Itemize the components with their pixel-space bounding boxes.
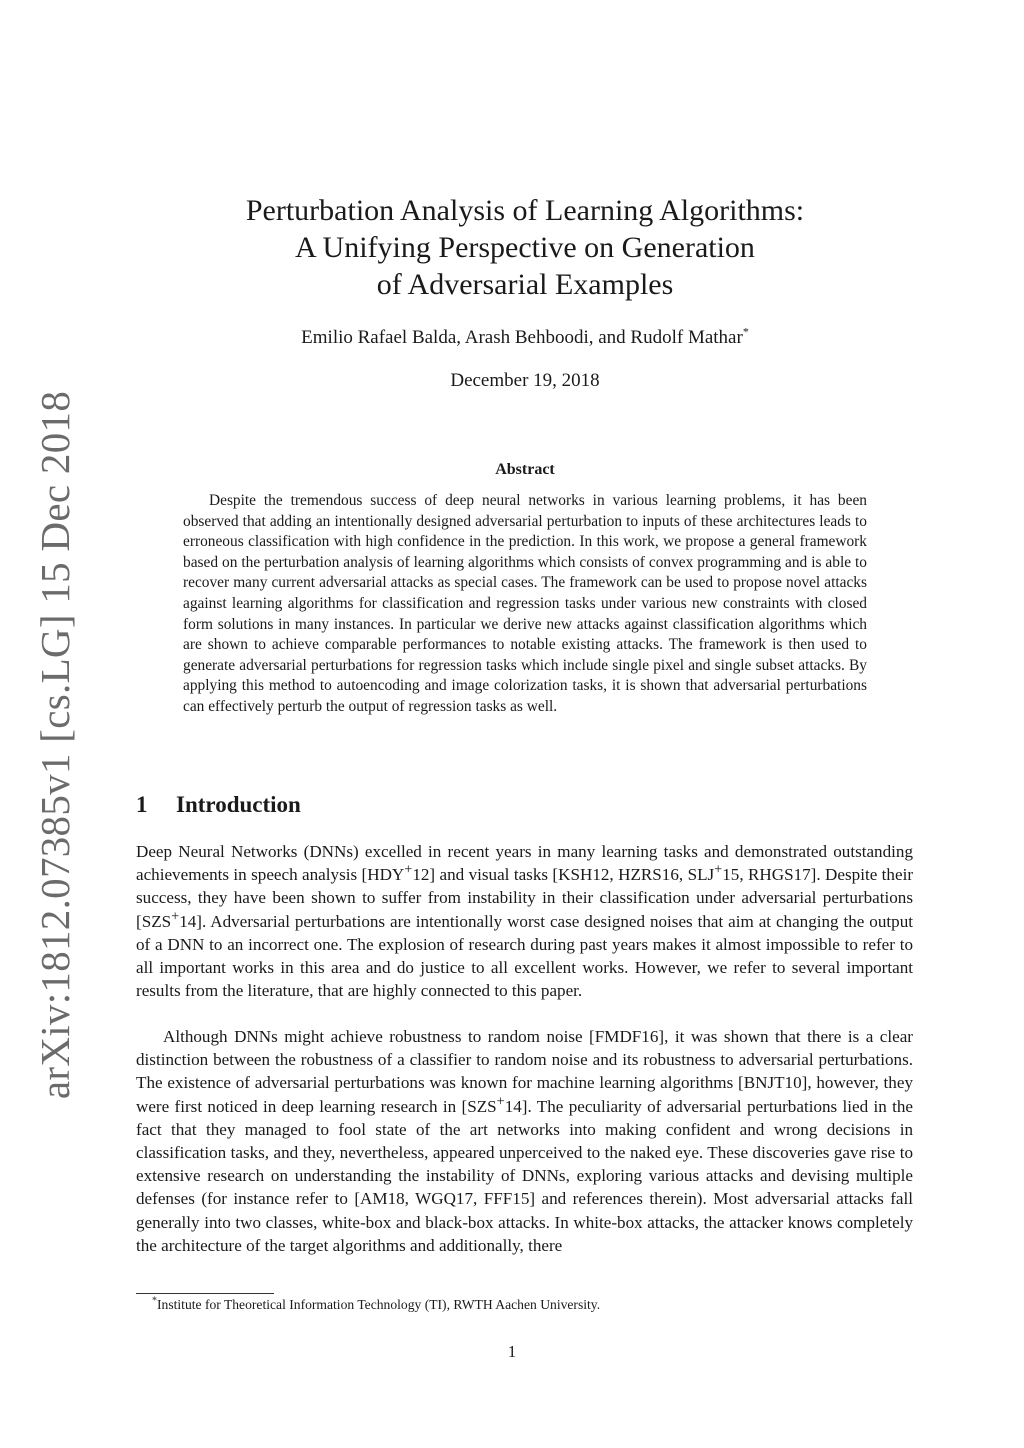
abstract-body: Despite the tremendous success of deep neural networks in various learning problems, it has been observed that adding an intentionally designed adversarial perturbation to inputs of these architectures leads to erroneous classification with high confidence in the prediction. In this work, we propose a general framework based on the perturbation analysis of learning algorithms which consists of convex programming and is able to recover many current adversarial attacks as special cases. The framework can be used to propose novel attacks against learning algorithms for classification and regression tasks under various new constraints with closed form solutions in many instances. In particular we derive new attacks against classification algorithms which are shown to achieve comparable performances to notable existing attacks. The framework is then used to generate adversarial perturbations for regression tasks which include single pixel and single subset attacks. By applying this method to autoencoding and image colorization tasks, it is shown that adversarial perturbations can effectively perturb the output of regression tasks as well. xyxy=(183,492,867,715)
footnote-text: Institute for Theoretical Information Technology (TI), RWTH Aachen University. xyxy=(157,1297,601,1312)
page-number: 1 xyxy=(507,1342,517,1361)
paragraph-text: 12] and visual tasks [KSH12, HZRS16, SLJ xyxy=(412,865,715,885)
intro-paragraph-1 xyxy=(136,840,913,1002)
author-footnote-mark: * xyxy=(742,324,749,339)
citation-superscript: + xyxy=(496,1092,505,1109)
footnote xyxy=(152,1296,600,1314)
paragraph-text: 15, RHGS17]. Despite their success, they have been shown to suffer from instability in their classification under adversarial perturbations [SZS xyxy=(136,865,914,931)
citation-superscript: + xyxy=(171,907,180,924)
section-heading-introduction xyxy=(136,792,301,818)
paper-title xyxy=(180,192,870,303)
arxiv-identifier-stamp: arXiv:1812.07385v1 [cs.LG] 15 Dec 2018 xyxy=(32,390,78,1100)
title-line-2: A Unifying Perspective on Generation xyxy=(295,231,755,264)
citation-superscript: + xyxy=(404,861,413,878)
section-title: Introduction xyxy=(176,792,301,817)
author-list xyxy=(180,326,870,350)
footnote-divider xyxy=(136,1293,274,1294)
paragraph-text: Although DNNs might achieve robustness to random noise [FMDF16], it was shown that there is a clear distinction between the robustness of a classifier to random noise and its robustness to adversarial perturbations. The existence of adversarial perturbations was known for machine learning algorithms [BNJT10], however, they were first noticed in deep learning research in [SZS xyxy=(136,1027,913,1116)
intro-paragraph-2 xyxy=(136,1025,913,1257)
citation-superscript: + xyxy=(714,861,723,878)
abstract-heading: Abstract xyxy=(495,461,555,478)
paragraph-text: Deep Neural Networks (DNNs) excelled in recent years in many learning tasks and demonstrated outstanding achievements in speech analysis [HDY xyxy=(136,842,913,885)
publication-date: December 19, 2018 xyxy=(450,370,600,391)
section-number: 1 xyxy=(136,792,148,817)
paragraph-text: 14]. The peculiarity of adversarial perturbations lied in the fact that they managed to fool state of the art networks into making confident and wrong decisions in classification tasks, and they, nevertheless, appeared unperceived to the naked eye. These discoveries gave rise to extensive research on understanding the instability of DNNs, exploring various attacks and devising multiple defenses (for instance refer to [AM18, WGQ17, FFF15] and references therein). Most adversarial attacks fall generally into two classes, white-box and black-box attacks. In white-box attacks, the attacker knows completely the architecture of the target algorithms and additionally, there xyxy=(136,1096,913,1255)
title-line-1: Perturbation Analysis of Learning Algorithms: xyxy=(245,194,805,227)
paragraph-text: 14]. Adversarial perturbations are intentionally worst case designed noises that aim at changing the output of a DNN to an incorrect one. The explosion of research during past years makes it almost impossible to refer to all important works in this area and do justice to all excellent works. However, we refer to several important results from the literature, that are highly connected to this paper. xyxy=(136,911,913,1001)
footnote-mark: * xyxy=(152,1295,157,1307)
author-names: Emilio Rafael Balda, Arash Behboodi, and Rudolf Mathar xyxy=(301,327,743,348)
title-line-3: of Adversarial Examples xyxy=(376,268,674,301)
